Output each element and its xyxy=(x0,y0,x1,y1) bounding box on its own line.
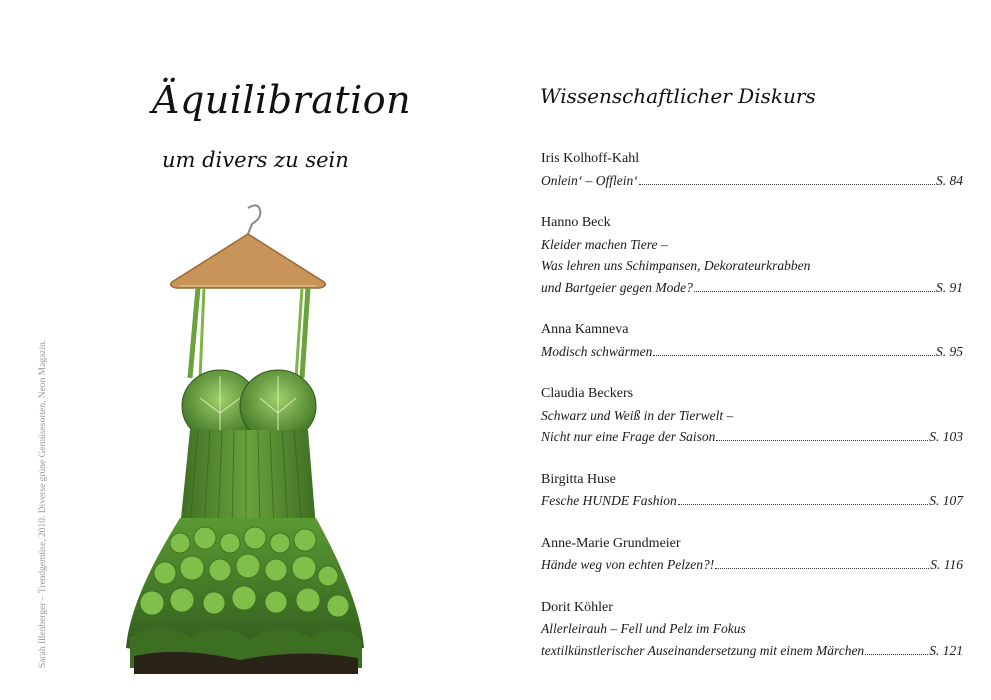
toc-title-line: Schwarz und Weiß in der Tierwelt – xyxy=(541,407,734,423)
toc-author: Anne-Marie Grundmeier xyxy=(541,535,681,551)
toc-title-text: Nicht nur eine Frage der Saison xyxy=(541,429,716,444)
toc-entry xyxy=(541,469,963,512)
dot-leader xyxy=(715,568,929,569)
toc-title-leader-line xyxy=(541,490,963,512)
section-title: Wissenschaftlicher Diskurs xyxy=(540,84,816,108)
image-caption: Sarah Illenberger – Trendgemüse, 2010. Diverse grüne Gemüsesorten, Neon Magazin. xyxy=(38,339,48,668)
dot-leader xyxy=(716,440,928,441)
toc-author: Hanno Beck xyxy=(541,215,611,230)
toc-entry xyxy=(541,533,963,576)
toc-author: Dorit Köhler xyxy=(541,599,613,615)
dot-leader xyxy=(865,654,928,655)
dot-leader xyxy=(694,291,935,292)
toc-entry xyxy=(541,383,963,448)
toc-page-number: S. 103 xyxy=(929,429,963,444)
vegetable-dress-illustration xyxy=(120,198,370,678)
toc-title-leader-line xyxy=(541,341,963,363)
toc-title-text: Fesche HUNDE Fashion xyxy=(541,493,677,508)
toc-title-text: Modisch schwärmen xyxy=(541,343,653,359)
toc-title-text: textilkünstlerischer Auseinandersetzung mit einem Märchen xyxy=(541,642,865,658)
toc-page-number: S. 107 xyxy=(929,493,963,508)
dot-leader xyxy=(639,184,935,185)
toc-title-text: Hände weg von echten Pelzen?! xyxy=(541,557,715,572)
toc-page-number: S. 91 xyxy=(936,279,963,295)
toc-title-leader-line xyxy=(541,277,963,299)
table-of-contents xyxy=(541,148,963,682)
dot-leader xyxy=(678,504,929,505)
toc-title-leader-line xyxy=(541,554,963,576)
toc-author: Anna Kamneva xyxy=(541,322,629,337)
page-subtitle: um divers zu sein xyxy=(162,148,349,172)
toc-entry xyxy=(541,212,963,298)
toc-title-line: Kleider machen Tiere – xyxy=(541,236,668,252)
toc-page-number: S. 95 xyxy=(936,343,963,359)
dot-leader xyxy=(653,355,935,356)
toc-author: Iris Kolhoff-Kahl xyxy=(541,151,640,166)
toc-title-text: und Bartgeier gegen Mode? xyxy=(541,279,693,295)
toc-page-number: S. 84 xyxy=(936,172,963,188)
toc-title-leader-line xyxy=(541,426,963,448)
toc-entry xyxy=(541,319,963,362)
toc-page-number: S. 116 xyxy=(930,557,963,572)
toc-entry xyxy=(541,597,963,662)
toc-title-leader-line xyxy=(541,640,963,662)
toc-title-line: Allerleirauh – Fell und Pelz im Fokus xyxy=(541,621,746,636)
toc-title-line: Was lehren uns Schimpansen, Dekorateurkrabben xyxy=(541,258,811,273)
toc-title-leader-line xyxy=(541,170,963,192)
toc-author: Claudia Beckers xyxy=(541,386,634,401)
toc-title-text: Onlein‘ – Offlein‘ xyxy=(541,172,638,188)
hanger-icon xyxy=(171,205,326,288)
toc-author: Birgitta Huse xyxy=(541,471,616,487)
toc-page-number: S. 121 xyxy=(929,642,963,658)
toc-entry xyxy=(541,148,963,191)
page-title: Äquilibration xyxy=(152,78,412,122)
